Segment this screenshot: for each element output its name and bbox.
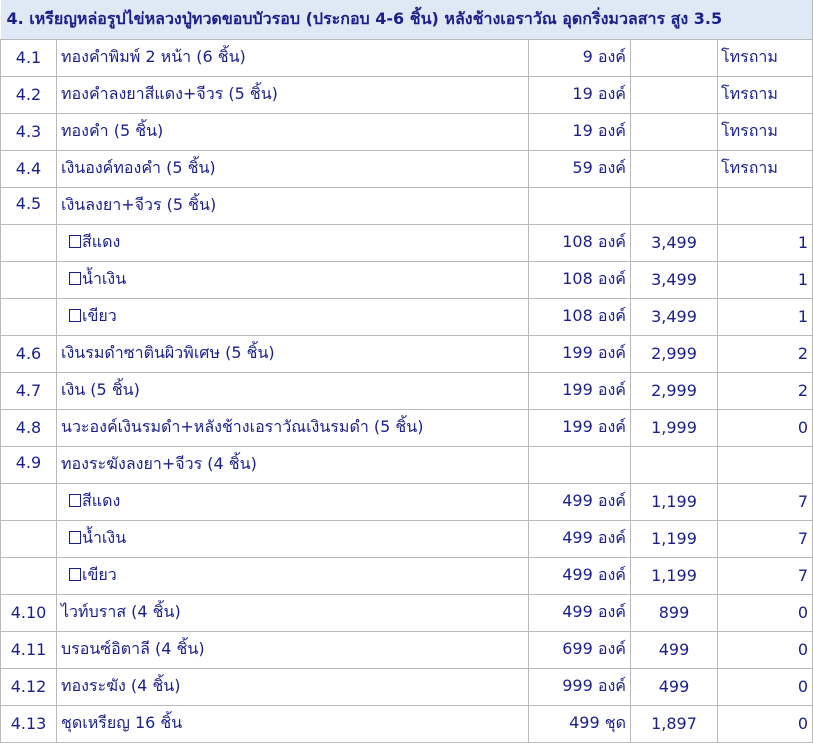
item-name: ทองระฆังลงยา+จีวร (4 ชิ้น) — [57, 446, 529, 483]
table-row — [1, 372, 813, 409]
variant-label: เขียว — [82, 565, 117, 584]
item-stock: 2,999 — [631, 335, 718, 372]
item-price: 199 องค์ — [529, 372, 631, 409]
item-qty: 1 — [718, 261, 813, 298]
table-row — [1, 261, 813, 298]
item-stock: 499 — [631, 631, 718, 668]
item-price — [529, 446, 631, 483]
item-price — [529, 187, 631, 224]
item-number: 4.2 — [1, 76, 57, 113]
item-stock — [631, 187, 718, 224]
item-number: 4.4 — [1, 150, 57, 187]
item-price: 108 องค์ — [529, 298, 631, 335]
item-price: 999 องค์ — [529, 668, 631, 705]
item-number: 4.8 — [1, 409, 57, 446]
table-row — [1, 557, 813, 594]
item-qty: โทรถาม — [718, 150, 813, 187]
table-row — [1, 76, 813, 113]
table-row — [1, 187, 813, 224]
item-qty: 0 — [718, 631, 813, 668]
item-number: 4.13 — [1, 705, 57, 742]
item-stock: 1,999 — [631, 409, 718, 446]
item-price: 499 องค์ — [529, 557, 631, 594]
variant-label: เขียว — [82, 306, 117, 325]
item-number — [1, 224, 57, 261]
checkbox-icon — [69, 235, 81, 248]
item-number: 4.9 — [1, 446, 57, 483]
item-stock — [631, 76, 718, 113]
item-qty: 7 — [718, 520, 813, 557]
item-name: เงินลงยา+จีวร (5 ชิ้น) — [57, 187, 529, 224]
checkbox-icon — [69, 309, 81, 322]
variant-label: น้ำเงิน — [82, 528, 127, 547]
item-stock: 1,199 — [631, 557, 718, 594]
table-row — [1, 113, 813, 150]
item-qty — [718, 446, 813, 483]
checkbox-icon — [69, 494, 81, 507]
item-price: 108 องค์ — [529, 224, 631, 261]
item-number — [1, 557, 57, 594]
item-qty: 1 — [718, 224, 813, 261]
item-price: 9 องค์ — [529, 39, 631, 76]
item-name — [57, 520, 529, 557]
item-number: 4.11 — [1, 631, 57, 668]
item-stock: 3,499 — [631, 261, 718, 298]
item-name: นวะองค์เงินรมดำ+หลังช้างเอราวัณเงินรมดำ (5 ชิ้น) — [57, 409, 529, 446]
item-stock: 2,999 — [631, 372, 718, 409]
item-price: 499 องค์ — [529, 520, 631, 557]
item-name — [57, 483, 529, 520]
item-stock: 3,499 — [631, 224, 718, 261]
item-stock: 1,199 — [631, 520, 718, 557]
item-name: เงินองค์ทองคำ (5 ชิ้น) — [57, 150, 529, 187]
item-price: 199 องค์ — [529, 409, 631, 446]
item-stock — [631, 150, 718, 187]
item-number — [1, 520, 57, 557]
item-price: 499 ชุด — [529, 705, 631, 742]
item-price: 19 องค์ — [529, 113, 631, 150]
item-qty: 0 — [718, 594, 813, 631]
table-row — [1, 520, 813, 557]
table-row — [1, 298, 813, 335]
table-row — [1, 39, 813, 76]
item-name: ไวท์บราส (4 ชิ้น) — [57, 594, 529, 631]
item-price: 499 องค์ — [529, 483, 631, 520]
item-number: 4.3 — [1, 113, 57, 150]
table-row — [1, 594, 813, 631]
item-name: ทองคำลงยาสีแดง+จีวร (5 ชิ้น) — [57, 76, 529, 113]
table-row — [1, 224, 813, 261]
item-name: เงิน (5 ชิ้น) — [57, 372, 529, 409]
table-row — [1, 335, 813, 372]
item-number: 4.7 — [1, 372, 57, 409]
item-qty: 7 — [718, 483, 813, 520]
item-number: 4.1 — [1, 39, 57, 76]
item-price: 59 องค์ — [529, 150, 631, 187]
checkbox-icon — [69, 272, 81, 285]
item-name — [57, 261, 529, 298]
item-name — [57, 557, 529, 594]
item-number — [1, 298, 57, 335]
item-stock: 3,499 — [631, 298, 718, 335]
item-qty: โทรถาม — [718, 39, 813, 76]
item-price: 108 องค์ — [529, 261, 631, 298]
item-name: ทองคำพิมพ์ 2 หน้า (6 ชิ้น) — [57, 39, 529, 76]
item-number: 4.10 — [1, 594, 57, 631]
variant-label: สีแดง — [82, 491, 121, 510]
item-stock — [631, 113, 718, 150]
item-stock: 499 — [631, 668, 718, 705]
item-number: 4.12 — [1, 668, 57, 705]
item-price: 699 องค์ — [529, 631, 631, 668]
item-price: 499 องค์ — [529, 594, 631, 631]
item-stock: 899 — [631, 594, 718, 631]
table-title-row — [1, 0, 813, 39]
table-title: 4. เหรียญหล่อรูปไข่หลวงปู่ทวดขอบบัวรอบ (ประกอบ 4-6 ชิ้น) หลังช้างเอราวัณ อุดกริ่งมวลสาร สูง 3.5 — [1, 0, 813, 39]
table-row — [1, 446, 813, 483]
checkbox-icon — [69, 568, 81, 581]
item-number: 4.5 — [1, 187, 57, 224]
table-row — [1, 150, 813, 187]
item-price: 19 องค์ — [529, 76, 631, 113]
item-stock — [631, 39, 718, 76]
table-row — [1, 409, 813, 446]
variant-label: น้ำเงิน — [82, 269, 127, 288]
item-qty: 0 — [718, 705, 813, 742]
item-number: 4.6 — [1, 335, 57, 372]
item-stock — [631, 446, 718, 483]
item-number — [1, 261, 57, 298]
table-row — [1, 631, 813, 668]
table-row — [1, 668, 813, 705]
item-name: ทองคำ (5 ชิ้น) — [57, 113, 529, 150]
item-name — [57, 224, 529, 261]
item-qty: 7 — [718, 557, 813, 594]
item-qty: โทรถาม — [718, 113, 813, 150]
item-stock: 1,199 — [631, 483, 718, 520]
item-name: บรอนซ์อิตาลี (4 ชิ้น) — [57, 631, 529, 668]
table-row — [1, 483, 813, 520]
item-number — [1, 483, 57, 520]
item-name: เงินรมดำซาตินผิวพิเศษ (5 ชิ้น) — [57, 335, 529, 372]
item-stock: 1,897 — [631, 705, 718, 742]
item-qty: 2 — [718, 335, 813, 372]
item-qty — [718, 187, 813, 224]
item-qty: 0 — [718, 668, 813, 705]
item-qty: 2 — [718, 372, 813, 409]
item-name — [57, 298, 529, 335]
checkbox-icon — [69, 531, 81, 544]
item-name: ทองระฆัง (4 ชิ้น) — [57, 668, 529, 705]
item-name: ชุดเหรียญ 16 ชิ้น — [57, 705, 529, 742]
item-price: 199 องค์ — [529, 335, 631, 372]
variant-label: สีแดง — [82, 232, 121, 251]
table-row — [1, 705, 813, 742]
item-qty: 0 — [718, 409, 813, 446]
item-qty: โทรถาม — [718, 76, 813, 113]
item-qty: 1 — [718, 298, 813, 335]
